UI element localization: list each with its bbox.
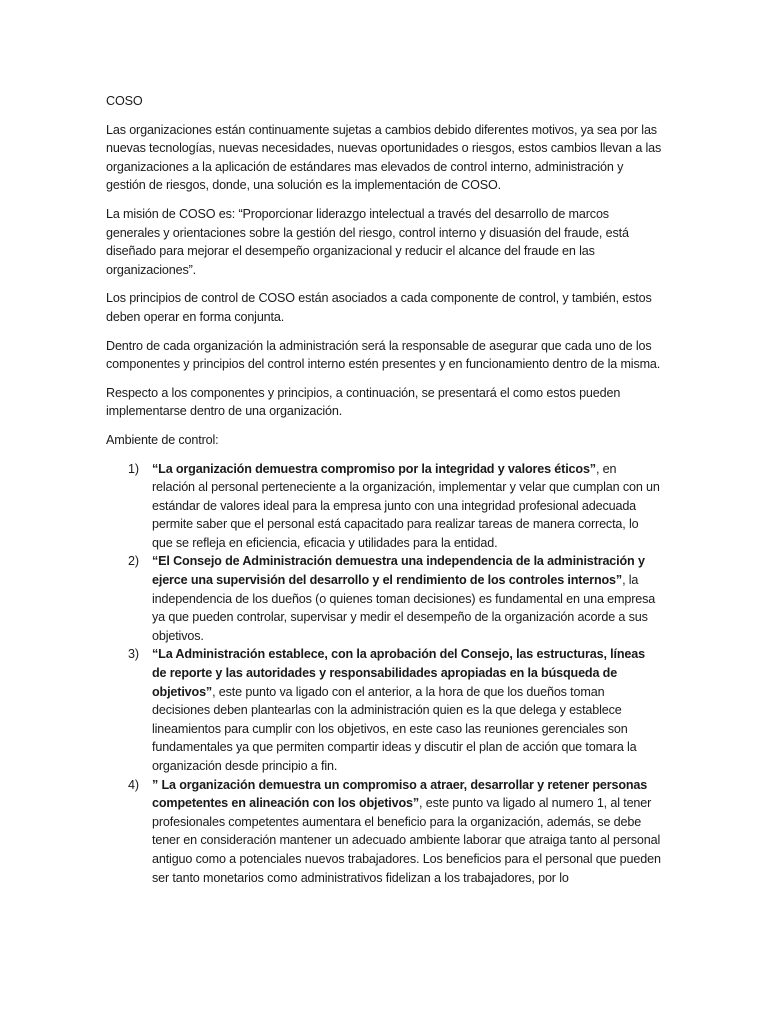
section-heading: Ambiente de control: xyxy=(106,432,219,447)
list-item-number: 3) xyxy=(128,647,139,662)
list-item-text: , en relación al personal perteneciente a la organización, implementar y velar que cumplan con un estándar de valores ideal para la empresa junto con una integridad profesional adecuada permite saber que el personal está capacitado para realizar tareas de manera correcta, lo que se refleja en eficiencia, eficacia y utilidades para la entidad. xyxy=(152,461,660,550)
list-item xyxy=(106,552,662,645)
list-item xyxy=(106,460,662,553)
paragraph-principles: Los principios de control de COSO están asociados a cada componente de control, y también, estos deben operar en forma conjunta. xyxy=(106,291,652,324)
list-item-number: 1) xyxy=(128,461,139,476)
paragraph-components: Respecto a los componentes y principios, a continuación, se presentará el como estos pueden implementarse dentro de una organización. xyxy=(106,385,621,419)
list-item-text: , la independencia de los dueños (o quienes toman decisiones) es fundamental en una empresa ya que pueden controlar, supervisar y medir el desempeño de la organización acorde a sus objetivos. xyxy=(152,573,656,643)
document-page xyxy=(106,92,662,887)
list-item-principle: “La organización demuestra compromiso por la integridad y valores éticos” xyxy=(152,461,596,476)
principles-list xyxy=(106,460,662,888)
list-item-principle: ” La organización demuestra un compromiso a atraer, desarrollar y retener personas competentes en alineación con los objetivos” xyxy=(152,777,648,811)
paragraph-intro: Las organizaciones están continuamente sujetas a cambios debido diferentes motivos, ya sea por las nuevas tecnologías, nuevas necesidades, nuevas oportunidades o riesgos, estos cambios llevan a las organizaciones a la aplicación de estándares mas elevados de control interno, administración y gestión de riesgos, donde, una solución es la implementación de COSO. xyxy=(106,122,662,193)
list-item-text: , este punto va ligado al numero 1, al tener profesionales competentes aumentara el beneficio para la organización, además, se debe tener en consideración mantener un adecuado ambiente laborar que atraiga tanto al personal antiguo como a potenciales nuevos trabajadores. Los beneficios para el personal que pueden ser tanto monetarios como administrativos fidelizan a los trabajadores, por lo xyxy=(152,796,661,885)
list-item xyxy=(106,776,662,888)
paragraph-mission: La misión de COSO es: “Proporcionar liderazgo intelectual a través del desarrollo de marcos generales y orientaciones sobre la gestión del riesgo, control interno y disuasión del fraude, está diseñado para mejorar el desempeño organizacional y reducir el alcance del fraude en las organizaciones”. xyxy=(106,206,629,277)
list-item xyxy=(106,645,662,775)
list-item-number: 2) xyxy=(128,554,139,569)
paragraph-administration: Dentro de cada organización la administración será la responsable de asegurar que cada uno de los componentes y principios del control interno estén presentes y en funcionamiento dentro de la misma. xyxy=(106,338,661,372)
list-item-text: , este punto va ligado con el anterior, a la hora de que los dueños toman decisiones deben plantearlas con la administración quien es la que delega y establece lineamientos para cumplir con los objetivos, en este caso las reuniones gerenciales son fundamentales ya que permiten compartir ideas y discutir el plan de acción que tomara la organización desde principio a fin. xyxy=(152,684,637,773)
list-item-number: 4) xyxy=(128,777,139,792)
list-item-principle: “La Administración establece, con la aprobación del Consejo, las estructuras, líneas de reporte y las autoridades y responsabilidades apropiadas en la búsqueda de objetivos” xyxy=(152,647,645,699)
document-title: COSO xyxy=(106,94,143,108)
list-item-principle: “El Consejo de Administración demuestra una independencia de la administración y ejerce una supervisión del desarrollo y el rendimiento de los controles internos” xyxy=(152,554,645,588)
